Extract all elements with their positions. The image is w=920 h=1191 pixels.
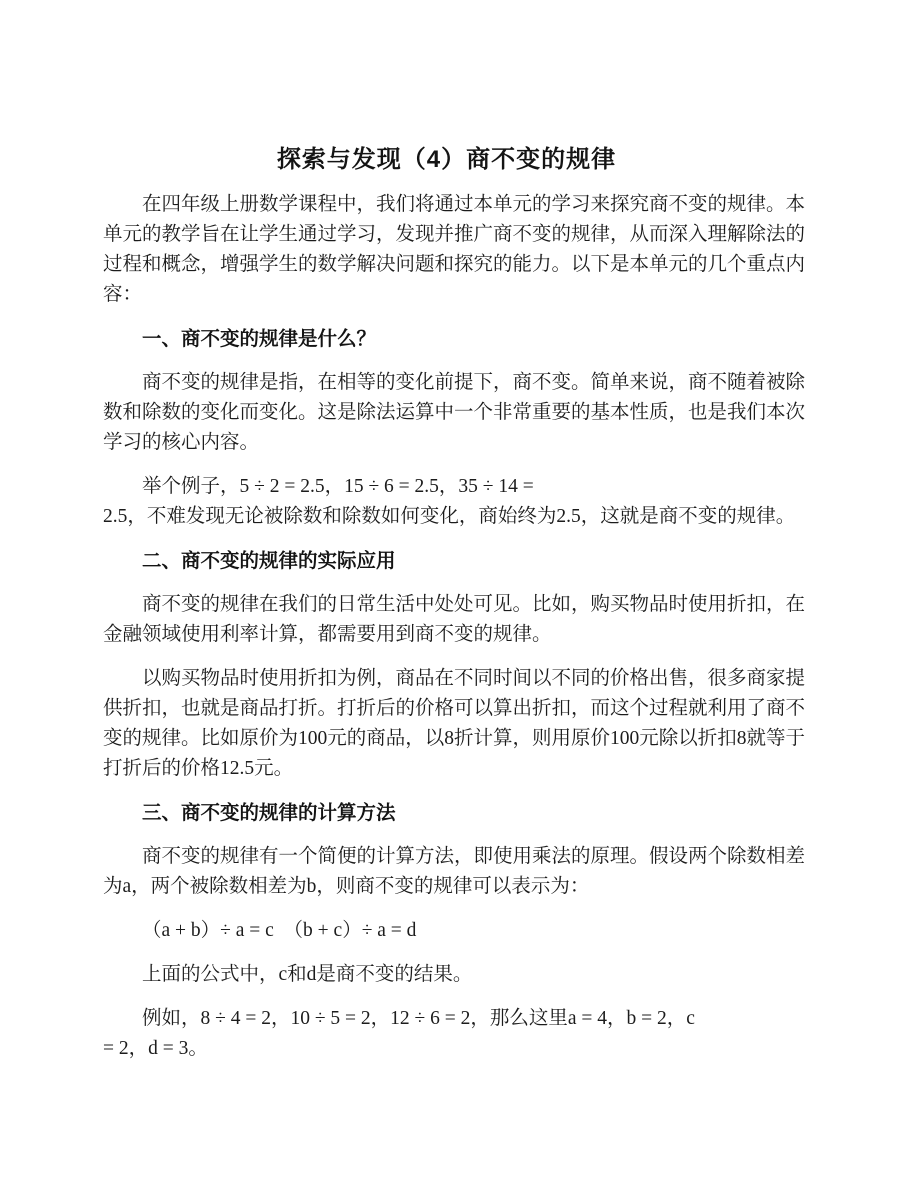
text-line: 单元的教学旨在让学生通过学习，发现并推广商不变的规律，从而深入理解除法的 <box>103 224 806 245</box>
paragraph-intro <box>103 190 806 310</box>
text-line: 2.5，不难发现无论被除数和除数如何变化，商始终为2.5，这就是商不变的规律。 <box>103 506 796 527</box>
text-line: 以购买物品时使用折扣为例，商品在不同时间以不同的价格出售，很多商家提 <box>142 668 806 689</box>
formula-text: （a + b）÷ a = c （b + c）÷ a = d <box>142 920 417 941</box>
heading-text: 二、商不变的规律的实际应用 <box>142 550 396 572</box>
text-line: 商不变的规律有一个简便的计算方法，即使用乘法的原理。假设两个除数相差 <box>142 846 806 867</box>
text-line: 商不变的规律是指，在相等的变化前提下，商不变。简单来说，商不随着被除 <box>142 372 806 393</box>
text-line: 过程和概念，增强学生的数学解决问题和探究的能力。以下是本单元的几个重点内 <box>103 254 806 275</box>
paragraph-method <box>103 842 806 902</box>
paragraph-application-2 <box>103 664 806 784</box>
section-heading-3 <box>103 798 790 828</box>
text-line: 商不变的规律在我们的日常生活中处处可见。比如，购买物品时使用折扣，在 <box>142 594 806 615</box>
paragraph-application-1 <box>103 590 806 650</box>
formula-line-block <box>103 916 790 946</box>
text-line: 学习的核心内容。 <box>103 432 260 453</box>
paragraph-example-2 <box>103 1004 790 1064</box>
heading-text: 三、商不变的规律的计算方法 <box>142 802 396 824</box>
text-line: 数和除数的变化而变化。这是除法运算中一个非常重要的基本性质，也是我们本次 <box>103 402 806 423</box>
section-heading-2 <box>103 546 790 576</box>
text-line: 金融领域使用利率计算，都需要用到商不变的规律。 <box>103 624 552 645</box>
text-line: 举个例子，5 ÷ 2 = 2.5，15 ÷ 6 = 2.5，35 ÷ 14 = <box>142 476 534 497</box>
text-line: 在四年级上册数学课程中，我们将通过本单元的学习来探究商不变的规律。本 <box>142 194 806 215</box>
document-title: 探索与发现（4）商不变的规律 <box>276 146 617 173</box>
text-line: 为a，两个被除数相差为b，则商不变的规律可以表示为： <box>103 876 590 897</box>
paragraph-definition <box>103 368 806 458</box>
heading-text: 一、商不变的规律是什么？ <box>142 328 377 350</box>
text-line: 打折后的价格12.5元。 <box>103 758 294 779</box>
text-line: 例如，8 ÷ 4 = 2，10 ÷ 5 = 2，12 ÷ 6 = 2，那么这里a = 4，b = 2，c <box>142 1008 695 1029</box>
text-line: 变的规律。比如原价为100元的商品，以8折计算，则用原价100元除以折扣8就等于 <box>103 728 806 749</box>
text-line: = 2，d = 3。 <box>103 1038 208 1059</box>
paragraph-example-1 <box>103 472 796 532</box>
section-heading-1 <box>103 324 790 354</box>
text-line: 供折扣，也就是商品打折。打折后的价格可以算出折扣，而这个过程就利用了商不 <box>103 698 806 719</box>
text-line: 上面的公式中，c和d是商不变的结果。 <box>142 964 473 985</box>
text-line: 容： <box>103 284 143 305</box>
paragraph-formula-note <box>103 960 790 990</box>
